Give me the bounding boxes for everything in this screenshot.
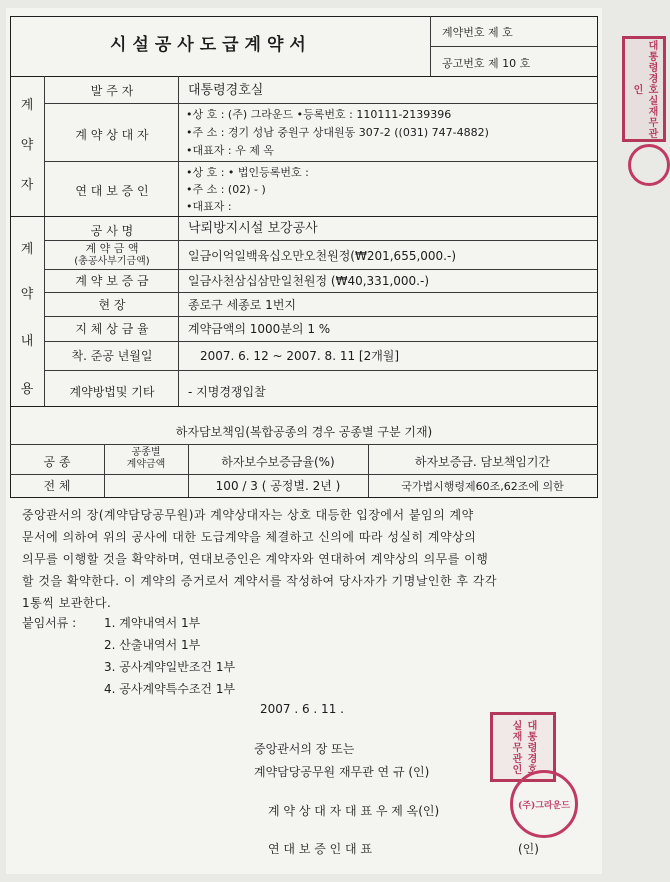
- contract-no-divider: [430, 46, 597, 47]
- attachment-4: 4. 공사계약특수조건 1부: [104, 682, 236, 696]
- orderer-value: 대통령경호실: [188, 83, 264, 98]
- content-group-char-1: 계: [20, 242, 34, 257]
- work-name-value: 낙뢰방지시설 보강공사: [188, 221, 318, 236]
- row-line-2: [44, 269, 597, 270]
- contractor-label: 계 약 상 대 자: [75, 128, 149, 142]
- warranty-col-trade: 공 종: [43, 455, 71, 469]
- signatory-3: 계 약 상 대 자 대 표 우 제 옥(인): [268, 804, 440, 818]
- party-group-char-3: 자: [20, 178, 34, 193]
- warranty-row-period: 국가법시행령제60조,62조에 의한: [401, 480, 564, 493]
- row-line-5: [44, 341, 597, 342]
- attachment-3: 3. 공사계약일반조건 1부: [104, 660, 236, 674]
- paragraph-line-2: 문서에 의하여 위의 공사에 대한 도급계약을 체결하고 신의에 따라 성실히 계약상의: [22, 530, 477, 544]
- contract-amount-sublabel: (총공사부기금액): [74, 256, 150, 267]
- row-line-6: [44, 370, 597, 371]
- method-value: - 지명경쟁입찰: [188, 385, 266, 399]
- orderer-bottom-line: [44, 103, 597, 104]
- contract-amount-label: 계 약 금 액: [85, 242, 139, 255]
- attachment-1: 1. 계약내역서 1부: [104, 616, 201, 630]
- warranty-heading: 하자담보책임(복합공종의 경우 공종별 구분 기재): [175, 425, 433, 439]
- warranty-header-top: [10, 444, 598, 445]
- paragraph-line-3: 의무를 이행할 것을 확약하며, 연대보증인은 계약자와 연대하여 계약상의 의무를 이행: [22, 552, 489, 566]
- contractor-line-2: •주 소 : 경기 성남 중원구 상대원동 307-2 ((031) 747-4882): [186, 126, 489, 139]
- signatory-4: 연 대 보 증 인 대 표: [268, 842, 373, 856]
- contractor-line-3: •대표자 : 우 제 옥: [186, 144, 274, 157]
- official-seal-bottom: 대통령경호실재무관인: [490, 712, 556, 782]
- method-label: 계약방법및 기타: [69, 385, 155, 399]
- notice-number: 공고번호 제 10 호: [442, 57, 531, 70]
- guarantor-label: 연 대 보 증 인: [75, 184, 149, 198]
- warranty-header-bottom: [10, 474, 598, 475]
- period-label: 착. 준공 년월일: [71, 349, 153, 363]
- agreement-paragraph: [22, 504, 582, 614]
- contract-deposit-label: 계 약 보 증 금: [75, 274, 149, 288]
- row-line-3: [44, 292, 597, 293]
- warranty-col-period: 하자보증금. 담보책임기간: [414, 455, 551, 469]
- orderer-label: 발 주 자: [90, 84, 134, 98]
- sign-date: 2007 . 6 . 11 .: [260, 702, 344, 716]
- delay-rate-label: 지 체 상 금 율: [75, 322, 149, 336]
- guarantor-line-3: •대표자 :: [186, 200, 232, 213]
- content-group-char-3: 내: [20, 334, 34, 349]
- frame-top: [10, 16, 598, 17]
- party-bottom-line: [10, 216, 598, 217]
- company-seal-margin: [628, 144, 670, 186]
- warranty-col-rate: 하자보수보증금율(%): [221, 455, 335, 469]
- contract-deposit-value: 일금사천삼십삼만일천원정 (₩40,331,000.-): [188, 274, 429, 288]
- signatory-2: 계약담당공무원 재무관 연 규 (인): [254, 765, 430, 779]
- contractor-bottom-line: [44, 161, 597, 162]
- document-title: 시설공사도급계약서: [110, 35, 312, 55]
- warranty-row-rate: 100 / 3 ( 공정별. 2년 ): [215, 479, 341, 493]
- row-line-1: [44, 240, 597, 241]
- site-label: 현 장: [98, 298, 126, 312]
- work-name-label: 공 사 명: [90, 224, 134, 238]
- signatory-1: 중앙관서의 장 또는: [254, 742, 355, 756]
- warranty-col-amount-2: 계약금액: [126, 459, 166, 470]
- content-bottom-line: [10, 406, 598, 407]
- paragraph-line-4: 할 것을 확약한다. 이 계약의 증거로서 계약서를 작성하여 당사자가 기명날인한 후 각각: [22, 574, 497, 588]
- party-group-char-2: 약: [20, 138, 34, 153]
- period-value: 2007. 6. 12 ~ 2007. 8. 11 [2개월]: [200, 349, 400, 363]
- group-divider: [44, 76, 45, 406]
- row-line-4: [44, 316, 597, 317]
- warranty-col-amount: 공종별: [131, 447, 161, 458]
- site-value: 종로구 세종로 1번지: [188, 298, 297, 312]
- warranty-row-trade: 전 체: [43, 479, 71, 493]
- guarantor-line-2: •주 소 : (02) - ): [186, 183, 266, 196]
- guarantor-line-1: •상 호 : • 법인등록번호 :: [186, 166, 309, 179]
- content-group-char-4: 용: [20, 382, 34, 397]
- official-seal-top: 대통령경호실재무관인: [622, 36, 666, 142]
- guarantor-seal-mark: (인): [518, 842, 539, 856]
- company-seal-bottom: (주)그라운드: [510, 770, 578, 838]
- contractor-line-1: •상 호 : (주) 그라운드 •등록번호 : 110111-2139396: [186, 108, 452, 121]
- contract-number: 계약번호 제 호: [442, 26, 513, 39]
- attachments-label: 붙임서류 :: [22, 616, 77, 630]
- party-group-char-1: 계: [20, 98, 34, 113]
- warranty-bottom-line: [10, 497, 598, 498]
- title-bottom-line: [10, 76, 598, 77]
- paragraph-line-5: 1통씩 보관한다.: [22, 596, 112, 610]
- content-group-char-2: 약: [20, 287, 34, 302]
- delay-rate-value: 계약금액의 1000분의 1 %: [188, 322, 331, 336]
- label-divider: [178, 76, 179, 406]
- attachment-2: 2. 산출내역서 1부: [104, 638, 201, 652]
- contract-amount-value: 일금이억일백육십오만오천원정(₩201,655,000.-): [188, 249, 457, 263]
- paragraph-line-1: 중앙관서의 장(계약담당공무원)과 계약상대자는 상호 대등한 입장에서 붙임의 계약: [22, 508, 474, 522]
